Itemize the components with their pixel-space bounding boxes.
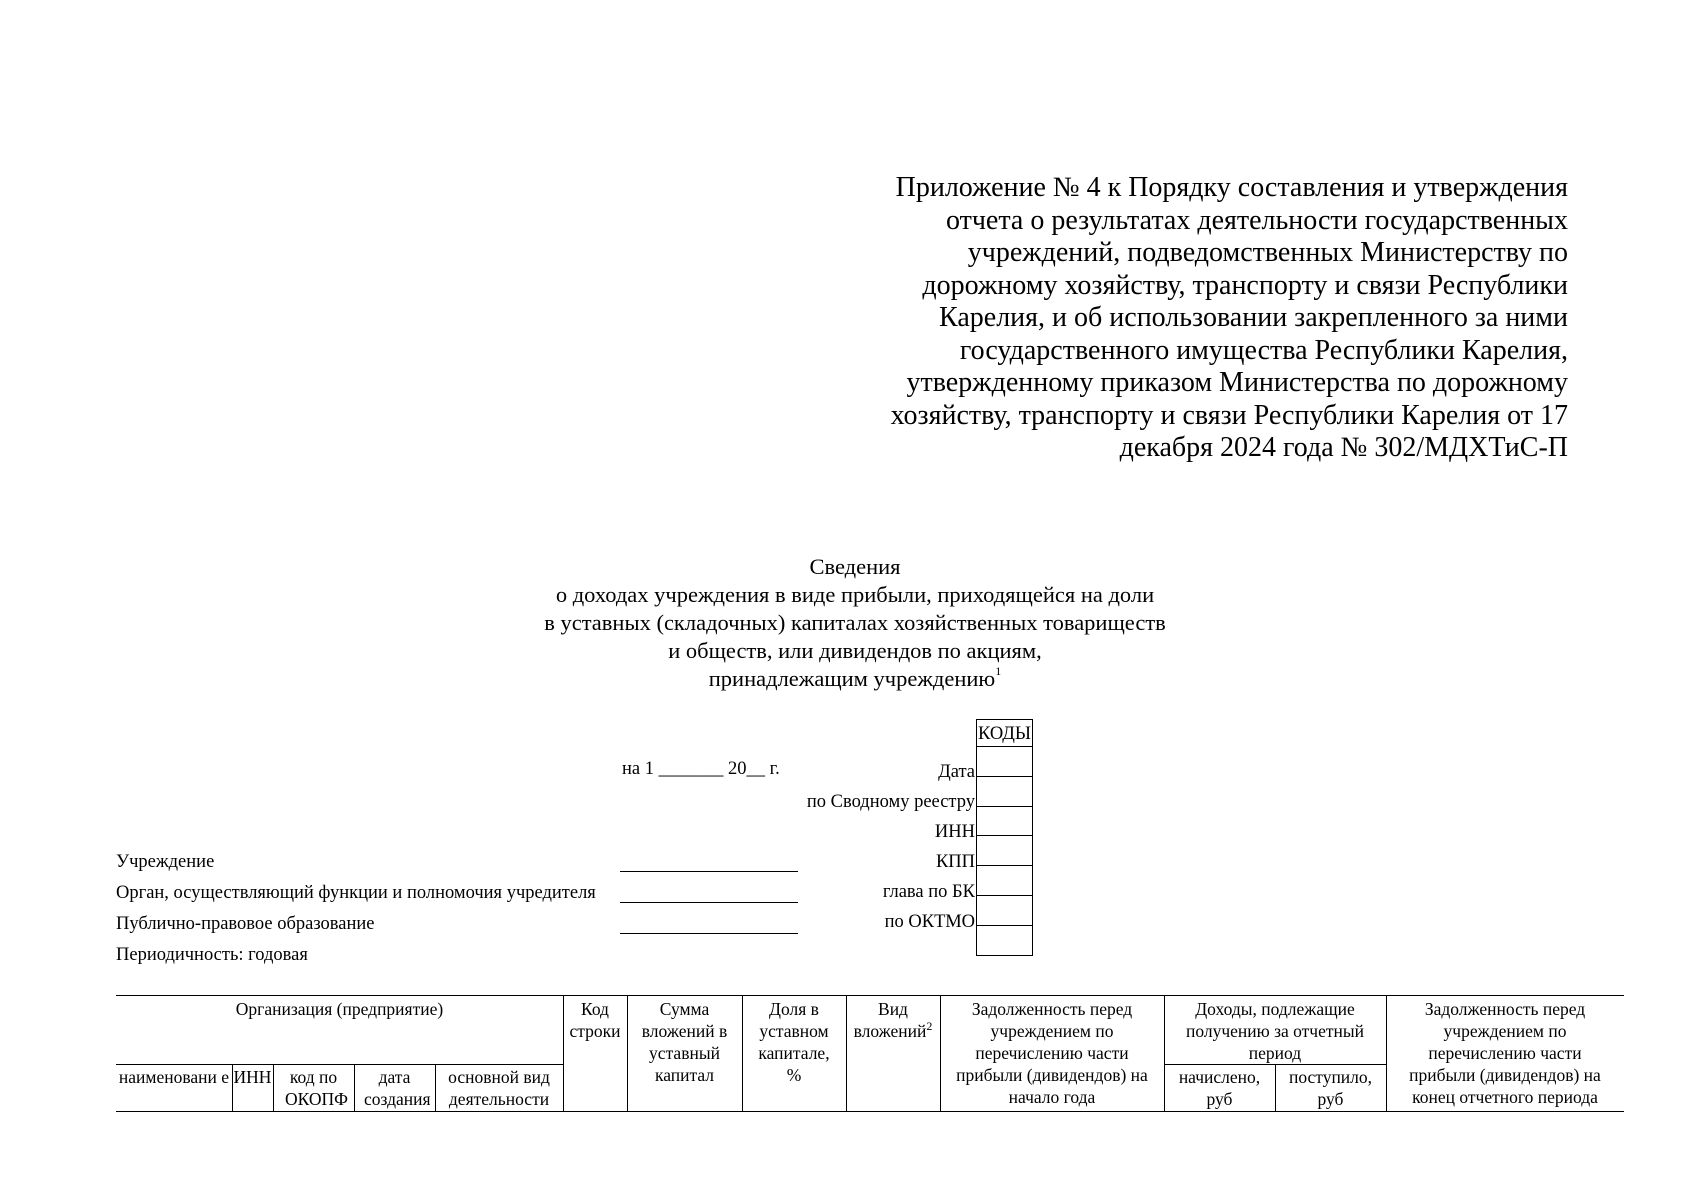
appendix-line: Карелия, и об использовании закрепленного за ними — [939, 302, 1568, 333]
appendix-header — [868, 172, 1568, 465]
header-org-activity: основной вид деятельности — [448, 1067, 550, 1109]
appendix-line: декабря 2024 года № 302/МДХТиС-П — [1119, 432, 1568, 463]
header-org-name: наименовани е — [118, 1067, 230, 1087]
header-received: поступило, руб — [1288, 1067, 1373, 1109]
report-date-line: на 1 _______ 20__ г. — [622, 759, 780, 779]
footnote-marker: 1 — [995, 664, 1002, 678]
appendix-line: утвержденному приказом Министерства по дорожному — [906, 367, 1568, 398]
code-cell-date[interactable] — [976, 747, 1033, 777]
code-cell-oktmo[interactable] — [976, 896, 1033, 926]
header-income-group: Доходы, подлежащие получению за отчетный период — [1185, 999, 1365, 1063]
code-cell-registry[interactable] — [976, 777, 1033, 807]
appendix-line: дорожному хозяйству, транспорту и связи Республики — [922, 269, 1568, 301]
table-subheader-line — [1164, 1064, 1386, 1065]
field-institution-line[interactable] — [620, 871, 798, 872]
field-public-entity-label: Публично-правовое образование — [116, 914, 375, 934]
header-investment-type — [846, 998, 940, 1042]
code-label-bk: глава по БК — [882, 882, 975, 902]
field-institution-label: Учреждение — [116, 852, 215, 872]
footnote-marker: 2 — [926, 1019, 933, 1033]
title-line-text: принадлежащим учреждению — [708, 666, 996, 691]
code-cell-extra[interactable] — [976, 926, 1033, 956]
title-line: о доходах учреждения в виде прибыли, приходящейся на доли — [555, 582, 1155, 607]
field-founder-line[interactable] — [620, 902, 798, 903]
title-line: и обществ, или дивидендов по акциям, — [668, 638, 1042, 663]
field-public-entity-line[interactable] — [620, 933, 798, 934]
document-title — [460, 553, 1250, 693]
appendix-line: отчета о результатах деятельности государственных — [945, 204, 1568, 236]
header-debt-start: Задолженность перед учреждением по перечислению части прибыли (дивидендов) на начало года — [956, 999, 1148, 1107]
header-org-inn: ИНН — [233, 1067, 272, 1087]
title-line: в уставных (складочных) капиталах хозяйственных товариществ — [544, 610, 1166, 635]
code-label-registry: по Сводному реестру — [806, 792, 975, 812]
appendix-line: Приложение № 4 к Порядку составления и утверждения — [895, 172, 1568, 203]
header-debt-end: Задолженность перед учреждением по перечислению части прибыли (дивидендов) на конец отчетного периода — [1409, 999, 1601, 1107]
appendix-line: хозяйству, транспорту и связи Республики Карелия от 17 — [890, 399, 1568, 431]
header-org-date: дата создания — [364, 1067, 431, 1109]
codes-header: КОДЫ — [976, 719, 1033, 747]
appendix-line: государственного имущества Республики Карелия, — [959, 334, 1568, 366]
header-line-code: Код строки — [569, 999, 621, 1041]
income-table — [116, 995, 1624, 1112]
field-periodicity: Периодичность: годовая — [116, 945, 308, 965]
header-investment-sum: Сумма вложений в уставный капитал — [641, 999, 728, 1085]
code-label-inn: ИНН — [934, 822, 975, 842]
header-organization: Организация (предприятие) — [235, 999, 444, 1019]
header-investment-type-text: Вид вложений — [853, 999, 927, 1041]
header-org-okopf: код по ОКОПФ — [285, 1067, 348, 1109]
code-cell-inn[interactable] — [976, 807, 1033, 837]
code-label-date: Дата — [938, 762, 975, 782]
code-label-oktmo: по ОКТМО — [884, 912, 975, 932]
codes-box — [976, 719, 1033, 956]
field-founder-label: Орган, осуществляющий функции и полномочия учредителя — [116, 883, 596, 903]
code-label-kpp: КПП — [935, 852, 975, 872]
table-subheader-line — [116, 1064, 563, 1065]
title-line: Сведения — [809, 554, 901, 579]
title-line — [460, 665, 1250, 693]
code-cell-bk[interactable] — [976, 866, 1033, 896]
code-cell-kpp[interactable] — [976, 836, 1033, 866]
header-accrued: начислено, руб — [1178, 1067, 1261, 1109]
appendix-line: учреждений, подведомственных Министерству по — [967, 237, 1568, 268]
header-share: Доля в уставном капитале, % — [758, 999, 830, 1085]
